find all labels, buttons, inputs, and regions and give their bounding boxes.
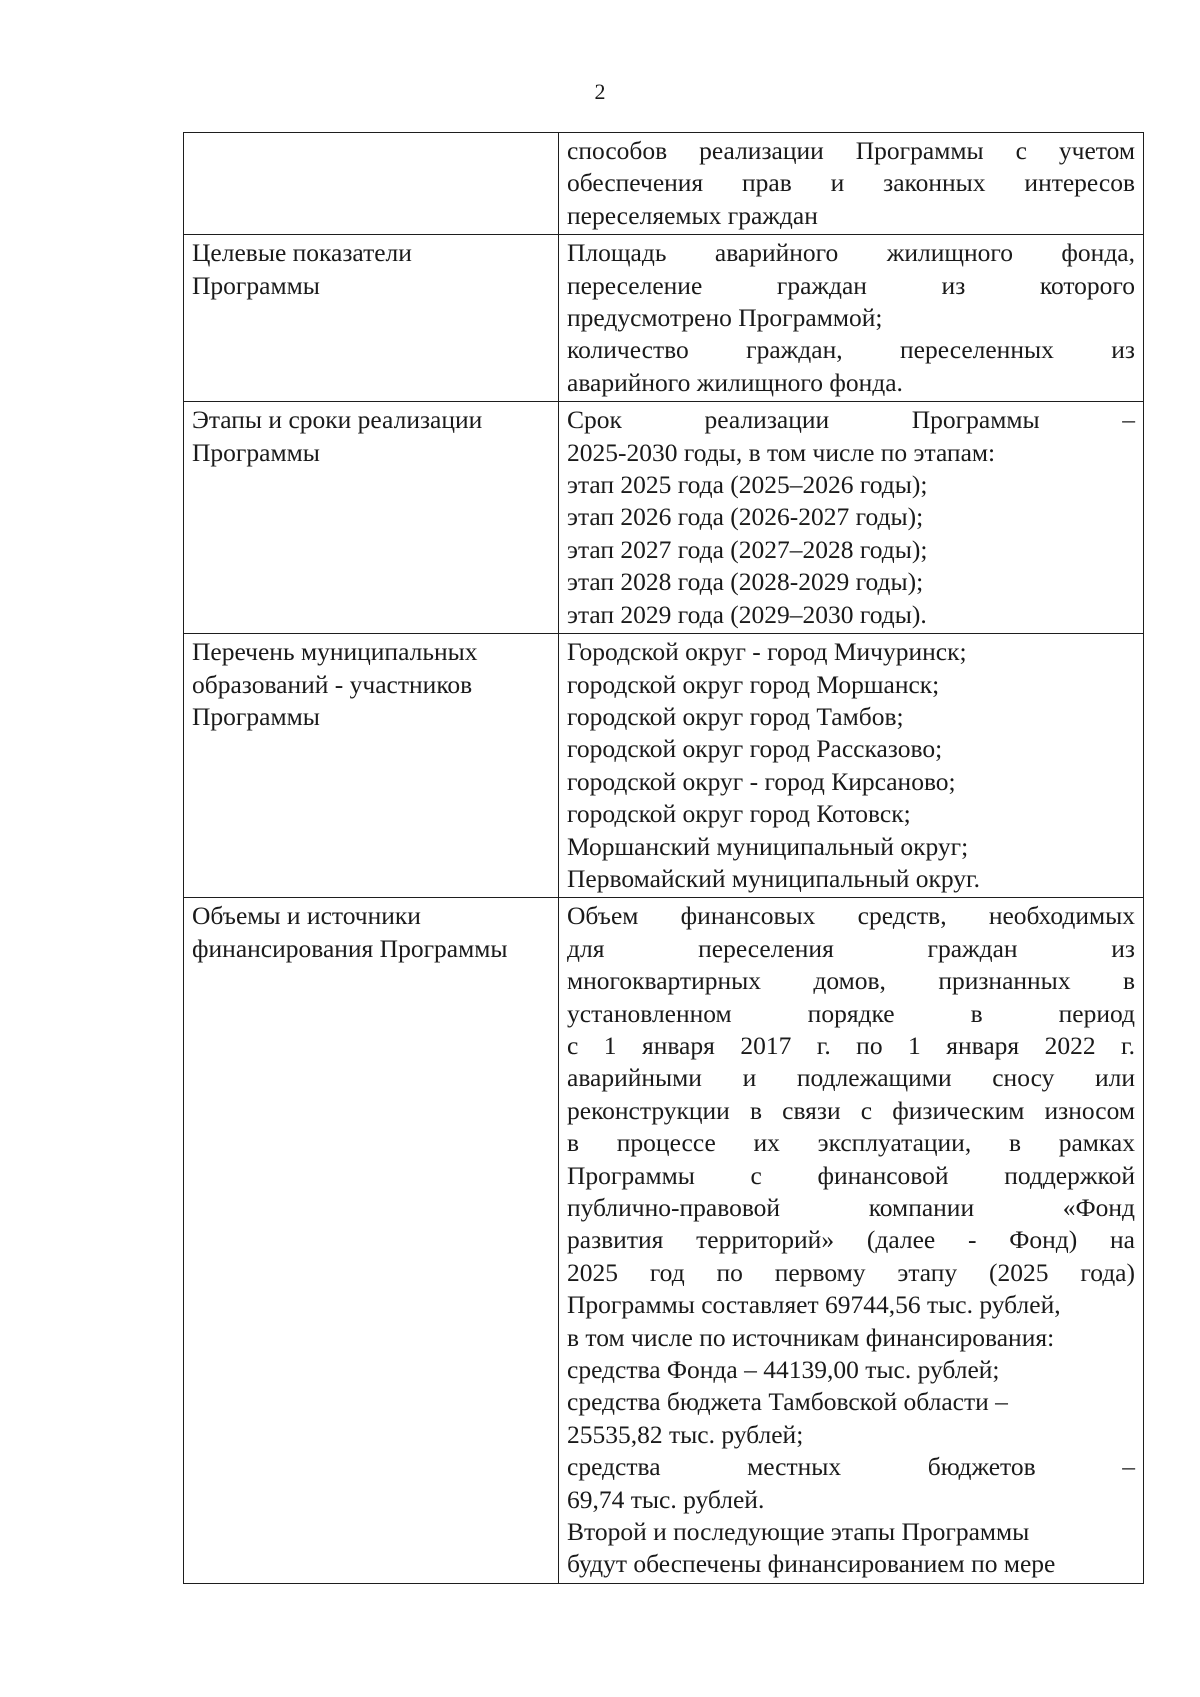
row-value-line: Объем финансовых средств, необходимых <box>567 901 1135 931</box>
row-value-line: этап 2026 года (2026-2027 годы); <box>567 502 924 532</box>
row-label-cell <box>184 634 559 898</box>
row-label-cell <box>184 133 559 235</box>
row-value-line: аварийного жилищного фонда. <box>567 367 903 397</box>
row-label-line: образований - участников <box>192 669 473 699</box>
row-value-line: Программы с финансовой поддержкой <box>567 1160 1135 1190</box>
row-value-line: городской округ город Рассказово; <box>567 734 943 764</box>
row-value-line: Программы составляет 69744,56 тыс. рублей, <box>567 1290 1061 1320</box>
row-value-line: Второй и последующие этапы Программы <box>567 1517 1030 1547</box>
row-value-line: переселение граждан из которого <box>567 270 1135 300</box>
row-value-line: 69,74 тыс. рублей. <box>567 1484 765 1514</box>
row-value-line: городской округ город Котовск; <box>567 799 911 829</box>
row-value-line: установленном порядке в период <box>567 998 1135 1028</box>
row-value-line: Моршанский муниципальный округ; <box>567 831 969 861</box>
row-value-line: Площадь аварийного жилищного фонда, <box>567 238 1135 268</box>
row-value-cell <box>559 634 1144 898</box>
row-value-cell <box>559 898 1144 1584</box>
row-value-line: 2025 год по первому этапу (2025 года) <box>567 1257 1135 1287</box>
row-value-line: этап 2027 года (2027–2028 годы); <box>567 534 928 564</box>
row-value-line: 25535,82 тыс. рублей; <box>567 1419 804 1449</box>
row-value-line: для переселения граждан из <box>567 933 1135 963</box>
row-value-line: реконструкции в связи с физическим износом <box>567 1095 1135 1125</box>
row-value-line: средства бюджета Тамбовской области – <box>567 1387 1008 1417</box>
row-value-line: предусмотрено Программой; <box>567 303 883 333</box>
row-value-line: публично-правовой компании «Фонд <box>567 1193 1135 1222</box>
row-value-line: многоквартирных домов, признанных в <box>567 966 1135 996</box>
row-value-line: этап 2029 года (2029–2030 годы). <box>567 599 927 629</box>
row-value-line: развития территорий» (далее - Фонд) на <box>567 1225 1135 1255</box>
row-value-cell <box>559 235 1144 402</box>
row-label-line: Программы <box>192 437 320 467</box>
row-value-line: способов реализации Программы с учетом <box>567 136 1135 165</box>
row-value-line: городской округ город Тамбов; <box>567 701 904 731</box>
row-value-line: этап 2028 года (2028-2029 годы); <box>567 567 924 597</box>
row-value-line: Городской округ - город Мичуринск; <box>567 637 967 667</box>
row-label-line: Программы <box>192 270 320 300</box>
row-label-line: Объемы и источники <box>192 901 421 931</box>
table-row <box>184 898 1144 1584</box>
row-label-cell <box>184 235 559 402</box>
row-value-line: этап 2025 года (2025–2026 годы); <box>567 470 928 500</box>
table-row <box>184 634 1144 898</box>
row-value-line: количество граждан, переселенных из <box>567 335 1135 365</box>
row-value-cell <box>559 133 1144 235</box>
row-label-line: Целевые показатели <box>192 238 412 268</box>
row-value-line: Первомайский муниципальный округ. <box>567 863 980 893</box>
row-value-line: городской округ город Моршанск; <box>567 669 940 699</box>
row-label-line: финансирования Программы <box>192 933 508 963</box>
row-value-line: в том числе по источникам финансирования: <box>567 1322 1055 1352</box>
table-row <box>184 235 1144 402</box>
row-label-cell <box>184 898 559 1584</box>
row-value-cell <box>559 402 1144 634</box>
row-value-line: будут обеспечены финансированием по мере <box>567 1549 1056 1579</box>
row-value-line: обеспечения прав и законных интересов <box>567 168 1135 198</box>
row-value-line: городской округ - город Кирсаново; <box>567 766 956 796</box>
row-label-line: Программы <box>192 701 320 731</box>
row-value-line: с 1 января 2017 г. по 1 января 2022 г. <box>567 1030 1135 1060</box>
row-value-line: 2025-2030 годы, в том числе по этапам: <box>567 437 996 467</box>
row-label-line: Перечень муниципальных <box>192 637 478 667</box>
program-passport-table <box>183 132 1144 1584</box>
row-label-line: Этапы и сроки реализации <box>192 405 483 435</box>
page-number: 2 <box>594 79 606 104</box>
row-value-line: в процессе их эксплуатации, в рамках <box>567 1128 1135 1158</box>
row-value-line: аварийными и подлежащими сносу или <box>567 1063 1135 1093</box>
table-row <box>184 402 1144 634</box>
row-value-line: средства Фонда – 44139,00 тыс. рублей; <box>567 1355 1000 1385</box>
row-label-cell <box>184 402 559 634</box>
row-value-line: переселяемых граждан <box>567 200 818 230</box>
row-value-line: средства местных бюджетов – <box>567 1452 1135 1482</box>
table-row <box>184 133 1144 235</box>
row-value-line: Срок реализации Программы – <box>567 405 1135 435</box>
